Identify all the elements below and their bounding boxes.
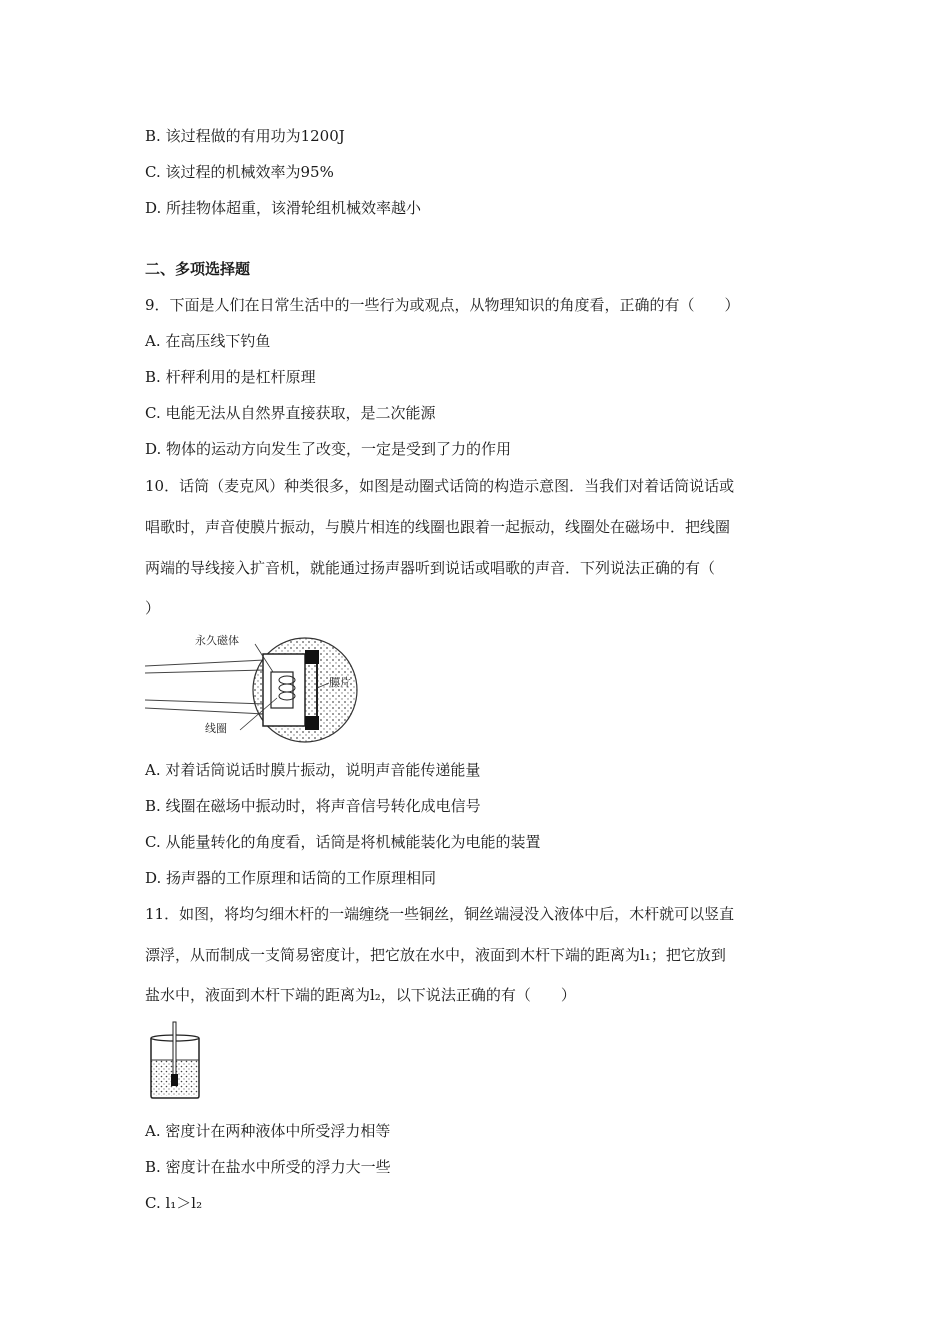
option-label: D. [145,199,162,217]
option-label: C. [145,1194,161,1212]
option-label: D. [145,440,162,458]
option-text: 所挂物体超重，该滑轮组机械效率越小 [166,199,422,217]
q10-stem-line-2: 唱歌时，声音使膜片振动，与膜片相连的线圈也跟着一起振动，线圈处在磁场中．把线圈 [145,518,731,536]
option-label: B. [145,797,161,815]
option-label: C. [145,404,161,422]
label-diaphragm: 膜片 [329,676,351,689]
q11-stem-line-3: 盐水中，液面到木杆下端的距离为l₂，以下说法正确的有（ ） [145,986,576,1004]
q10-stem-line-4: ） [145,599,161,617]
option-label: B. [145,127,161,145]
option-label: B. [145,1158,161,1176]
option-text: 扬声器的工作原理和话筒的工作原理相同 [166,869,437,887]
option-text: l₁＞l₂ [165,1194,203,1212]
density-meter-beaker [145,1020,205,1102]
q11-stem-line-1: 11．如图，将均匀细木杆的一端缠绕一些铜丝，铜丝端浸没入液体中后，木杆就可以竖直 [145,905,735,923]
option-text: 密度计在盐水中所受的浮力大一些 [165,1158,391,1176]
option-label: B. [145,368,161,386]
option-label: A. [145,761,161,779]
option-text: 密度计在两种液体中所受浮力相等 [165,1122,391,1140]
q11-stem-line-2: 漂浮，从而制成一支简易密度计，把它放在水中，液面到木杆下端的距离为l₁；把它放到 [145,946,726,964]
option-text: 杆秤利用的是杠杆原理 [165,368,316,386]
option-text: 在高压线下钓鱼 [165,332,271,350]
q11-option-c [145,1193,202,1213]
q11-option-b [145,1157,391,1177]
option-text: 从能量转化的角度看，话筒是将机械能装化为电能的装置 [165,833,541,851]
q9-option-b [145,367,316,387]
q8-option-d [145,198,421,218]
option-text: 线圈在磁场中振动时，将声音信号转化成电信号 [165,797,481,815]
option-label: C. [145,163,161,181]
q10-option-c [145,832,541,852]
q10-option-a [145,760,480,780]
q10-stem-line-3: 两端的导线接入扩音机，就能通过扬声器听到说话或唱歌的声音．下列说法正确的有（ [145,559,716,577]
option-text: 对着话筒说话时膜片振动，说明声音能传递能量 [165,761,481,779]
option-text: 物体的运动方向发生了改变，一定是受到了力的作用 [166,440,512,458]
q9-option-c [145,403,436,423]
q10-option-b [145,796,481,816]
beaker-svg [145,1020,205,1102]
q8-option-b [145,126,345,146]
option-text: 该过程的机械效率为95% [165,163,334,181]
label-coil: 线圈 [205,722,227,735]
q10-option-d [145,868,436,888]
microphone-diagram [145,628,360,748]
option-text: 该过程做的有用功为1200J [165,127,345,145]
label-magnet: 永久磁体 [195,634,239,647]
q9-option-d [145,439,511,459]
option-label: D. [145,869,162,887]
option-text: 电能无法从自然界直接获取，是二次能源 [165,404,436,422]
option-label: A. [145,1122,161,1140]
q11-option-a [145,1121,390,1141]
q8-option-c [145,162,334,182]
option-label: A. [145,332,161,350]
option-label: C. [145,833,161,851]
q10-stem-line-1: 10．话筒（麦克风）种类很多，如图是动圈式话筒的构造示意图．当我们对着话筒说话或 [145,477,735,495]
section-heading: 二、多项选择题 [145,260,251,278]
q9-option-a [145,331,270,351]
q9-stem: 9．下面是人们在日常生活中的一些行为或观点，从物理知识的角度看，正确的有（ ） [145,296,740,314]
microphone-svg [145,628,360,748]
